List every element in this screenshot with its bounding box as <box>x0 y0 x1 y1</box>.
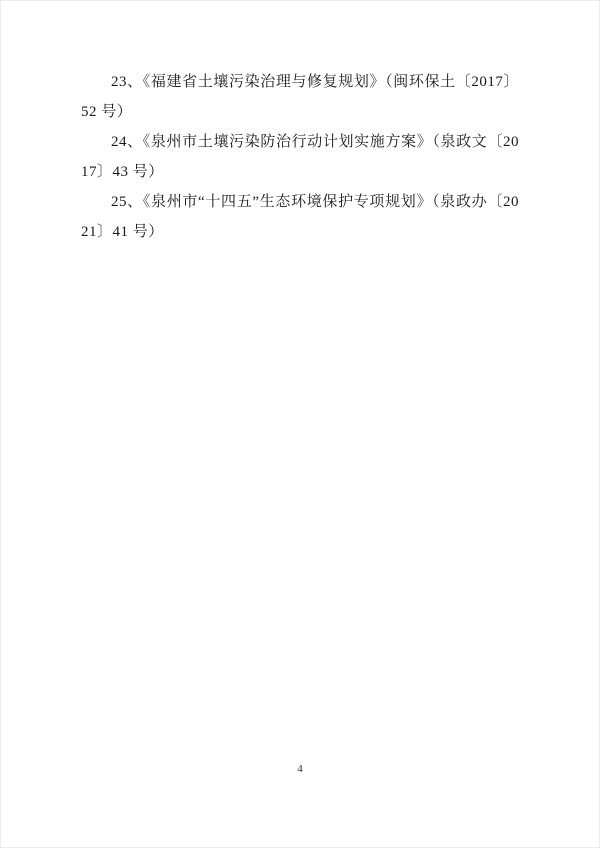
page-number: 4 <box>297 763 303 775</box>
list-item-25: 25、《泉州市“十四五”生态环境保护专项规划》（泉政办〔2021〕41 号） <box>81 194 519 240</box>
list-item-24: 24、《泉州市土壤污染防治行动计划实施方案》（泉政文〔2017〕43 号） <box>81 134 519 180</box>
document-body <box>81 67 519 247</box>
list-item-23: 23、《福建省土壤污染治理与修复规划》（闽环保土〔2017〕52 号） <box>81 74 519 120</box>
